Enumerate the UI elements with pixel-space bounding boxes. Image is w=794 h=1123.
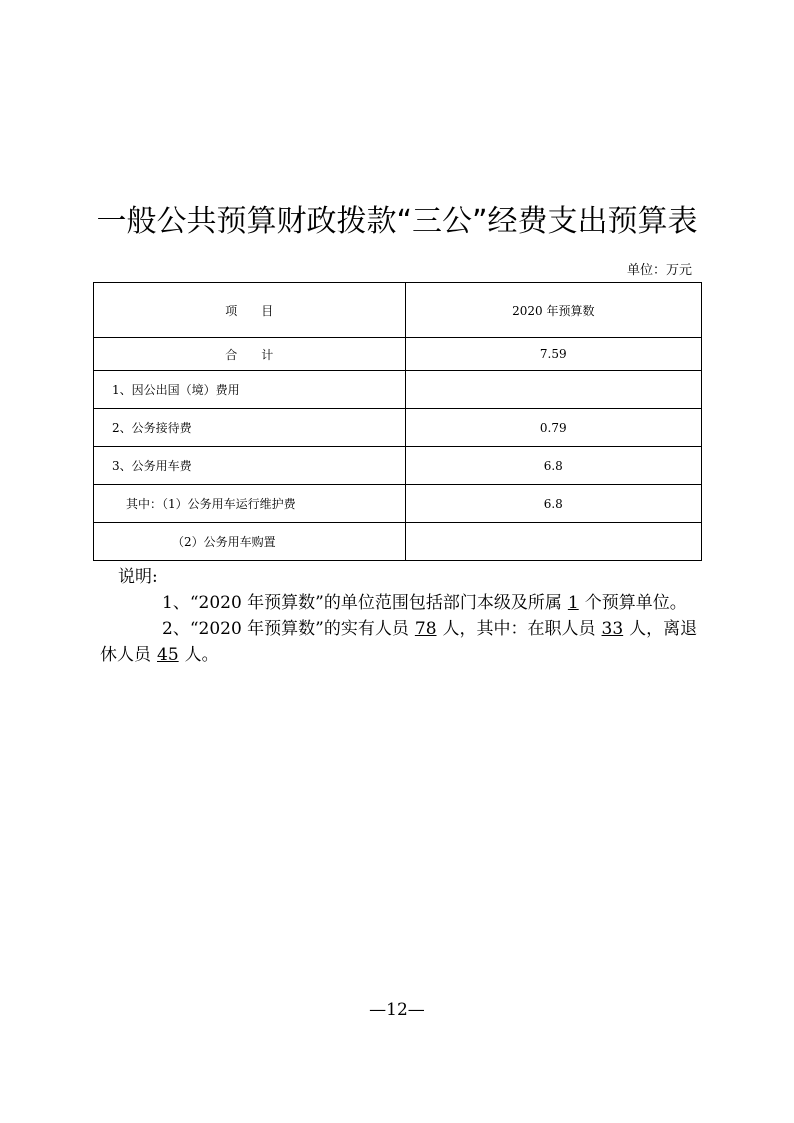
row-value: 6.8 [405, 447, 701, 485]
page-title: 一般公共预算财政拨款“三公”经费支出预算表 [96, 204, 698, 239]
row-item: 2、公务接待费 [94, 409, 406, 447]
notes-heading: 说明: [118, 567, 158, 587]
retired-staff: 45 [157, 645, 179, 665]
unit-label: 单位：万元 [626, 263, 692, 278]
row-item: 1、因公出国（境）费用 [94, 371, 406, 409]
row-item: 3、公务用车费 [94, 447, 406, 485]
table-row [94, 371, 702, 409]
row-value: 6.8 [405, 485, 701, 523]
header-item: 项 目 [94, 283, 406, 338]
unit-count: 1 [567, 593, 579, 613]
budget-table [93, 282, 702, 561]
page-number: —12— [369, 1000, 425, 1020]
row-item: 其中：（1）公务用车运行维护费 [94, 485, 406, 523]
row-item: （2）公务用车购置 [94, 523, 406, 561]
table-row [94, 447, 702, 485]
row-item: 合 计 [94, 338, 406, 371]
active-staff: 33 [601, 619, 624, 639]
table-row [94, 338, 702, 371]
header-value: 2020 年预算数 [405, 283, 701, 338]
note-2: 2、“2020 年预算数”的实有人员 78 人，其中：在职人员 33 人，离退休人员 45 人。 [100, 619, 698, 665]
total-staff: 78 [414, 619, 437, 639]
row-value [405, 371, 701, 409]
notes-section [100, 564, 700, 668]
row-value: 7.59 [405, 338, 701, 371]
table-row [94, 523, 702, 561]
table-header-row [94, 283, 702, 338]
note-1: 1、“2020 年预算数”的单位范围包括部门本级及所属 1 个预算单位。 [162, 593, 687, 613]
row-value [405, 523, 701, 561]
table-row [94, 485, 702, 523]
table-row [94, 409, 702, 447]
row-value: 0.79 [405, 409, 701, 447]
